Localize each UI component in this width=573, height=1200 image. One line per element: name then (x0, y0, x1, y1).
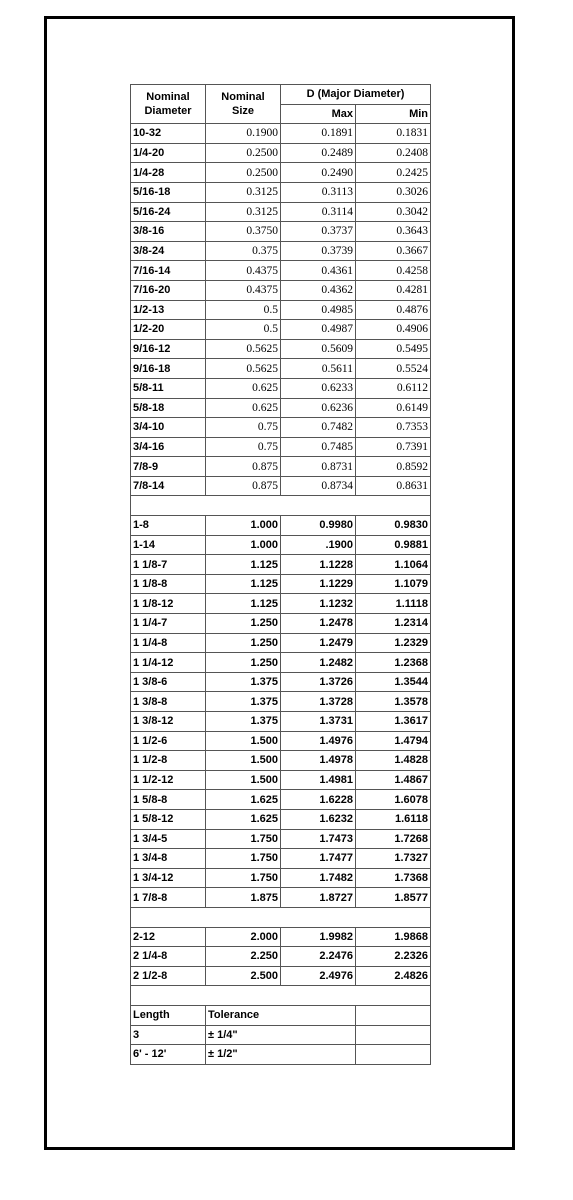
nominal-diameter-cell: 7/16-20 (131, 280, 206, 300)
max-header: Max (281, 104, 356, 124)
max-diameter-cell: 1.2479 (281, 633, 356, 653)
min-diameter-cell: 1.2329 (356, 633, 431, 653)
max-diameter-cell: 0.1891 (281, 124, 356, 144)
nominal-diameter-header (131, 85, 206, 124)
table-row (131, 261, 431, 281)
spacer-row (131, 986, 431, 1006)
nominal-size-cell: 0.4375 (206, 261, 281, 281)
nominal-size-cell: 0.875 (206, 476, 281, 496)
empty-cell (356, 1025, 431, 1045)
nominal-diameter-cell: 1 3/4-8 (131, 849, 206, 869)
nominal-size-cell: 0.75 (206, 437, 281, 457)
min-header: Min (356, 104, 431, 124)
min-diameter-cell: 1.6078 (356, 790, 431, 810)
nominal-size-cell: 1.500 (206, 731, 281, 751)
max-diameter-cell: 1.4976 (281, 731, 356, 751)
nominal-size-cell: 1.000 (206, 535, 281, 555)
table-row (131, 633, 431, 653)
nominal-diameter-cell: 5/16-24 (131, 202, 206, 222)
max-diameter-cell: 1.1229 (281, 574, 356, 594)
max-diameter-cell: 0.7485 (281, 437, 356, 457)
nominal-size-cell: 1.125 (206, 555, 281, 575)
nominal-diameter-cell: 5/8-18 (131, 398, 206, 418)
min-diameter-cell: 0.5524 (356, 359, 431, 379)
nominal-size-cell: 0.375 (206, 241, 281, 261)
min-diameter-cell: 0.7353 (356, 418, 431, 438)
nominal-size-cell: 0.625 (206, 378, 281, 398)
nominal-diameter-cell: 1-14 (131, 535, 206, 555)
table-row (131, 457, 431, 477)
tolerance-row (131, 1045, 431, 1065)
nominal-size-cell: 0.5625 (206, 359, 281, 379)
max-diameter-cell: 0.4361 (281, 261, 356, 281)
max-diameter-cell: 2.4976 (281, 966, 356, 986)
nominal-size-cell: 1.250 (206, 633, 281, 653)
length-cell: 3 (131, 1025, 206, 1045)
max-diameter-cell: 0.8734 (281, 476, 356, 496)
min-diameter-cell: 1.2314 (356, 614, 431, 634)
table-row (131, 770, 431, 790)
tolerance-header-row (131, 1005, 431, 1025)
nominal-diameter-cell: 5/16-18 (131, 182, 206, 202)
empty-cell (356, 1045, 431, 1065)
nominal-size-cell: 1.375 (206, 692, 281, 712)
max-diameter-cell: .1900 (281, 535, 356, 555)
nominal-diameter-cell: 1 3/4-12 (131, 868, 206, 888)
table-row (131, 516, 431, 536)
nominal-size-cell: 0.625 (206, 398, 281, 418)
nominal-size-cell: 1.375 (206, 712, 281, 732)
nominal-size-cell: 1.750 (206, 829, 281, 849)
min-diameter-cell: 2.4826 (356, 966, 431, 986)
table-body (131, 85, 431, 1065)
table-row (131, 947, 431, 967)
min-diameter-cell: 0.3667 (356, 241, 431, 261)
max-diameter-cell: 1.3726 (281, 672, 356, 692)
nominal-size-cell: 2.000 (206, 927, 281, 947)
spacer-row (131, 496, 431, 516)
table-row (131, 241, 431, 261)
min-diameter-cell: 1.8577 (356, 888, 431, 908)
min-diameter-cell: 0.4876 (356, 300, 431, 320)
min-diameter-cell: 0.4906 (356, 320, 431, 340)
nominal-diameter-cell: 1 1/4-8 (131, 633, 206, 653)
nominal-size-header-line1: Nominal (221, 91, 265, 104)
max-diameter-cell: 0.6233 (281, 378, 356, 398)
table-row (131, 712, 431, 732)
max-diameter-cell: 0.4362 (281, 280, 356, 300)
table-row (131, 731, 431, 751)
min-diameter-cell: 1.7368 (356, 868, 431, 888)
nominal-size-cell: 0.5625 (206, 339, 281, 359)
table-row (131, 614, 431, 634)
table-row (131, 594, 431, 614)
table-row (131, 751, 431, 771)
length-header: Length (131, 1005, 206, 1025)
min-diameter-cell: 0.6149 (356, 398, 431, 418)
table-row (131, 535, 431, 555)
max-diameter-cell: 0.7482 (281, 418, 356, 438)
nominal-diameter-cell: 7/8-9 (131, 457, 206, 477)
nominal-diameter-cell: 3/4-10 (131, 418, 206, 438)
min-diameter-cell: 1.3617 (356, 712, 431, 732)
major-diameter-header: D (Major Diameter) (281, 85, 431, 105)
max-diameter-cell: 1.1232 (281, 594, 356, 614)
nominal-diameter-cell: 1 3/8-8 (131, 692, 206, 712)
max-diameter-cell: 1.3728 (281, 692, 356, 712)
min-diameter-cell: 1.4828 (356, 751, 431, 771)
spacer-cell (131, 986, 431, 1006)
nominal-diameter-cell: 5/8-11 (131, 378, 206, 398)
nominal-size-cell: 2.250 (206, 947, 281, 967)
nominal-diameter-cell: 1 3/8-6 (131, 672, 206, 692)
nominal-diameter-cell: 1 3/4-5 (131, 829, 206, 849)
table-row (131, 574, 431, 594)
header-row-1 (131, 85, 431, 105)
nominal-size-cell: 1.625 (206, 809, 281, 829)
min-diameter-cell: 0.9881 (356, 535, 431, 555)
nominal-diameter-cell: 1/4-20 (131, 143, 206, 163)
min-diameter-cell: 1.4794 (356, 731, 431, 751)
max-diameter-cell: 1.6228 (281, 790, 356, 810)
max-diameter-cell: 0.2489 (281, 143, 356, 163)
table-row (131, 555, 431, 575)
nominal-diameter-cell: 7/16-14 (131, 261, 206, 281)
max-diameter-cell: 1.7473 (281, 829, 356, 849)
spacer-row (131, 907, 431, 927)
empty-cell (356, 1005, 431, 1025)
nominal-size-cell: 1.125 (206, 594, 281, 614)
max-diameter-cell: 0.4985 (281, 300, 356, 320)
table-row (131, 437, 431, 457)
nominal-diameter-cell: 1 5/8-12 (131, 809, 206, 829)
min-diameter-cell: 0.4281 (356, 280, 431, 300)
table-row (131, 320, 431, 340)
min-diameter-cell: 1.3544 (356, 672, 431, 692)
table-row (131, 143, 431, 163)
nominal-diameter-cell: 1/2-20 (131, 320, 206, 340)
min-diameter-cell: 0.9830 (356, 516, 431, 536)
nominal-diameter-cell: 1 1/8-7 (131, 555, 206, 575)
max-diameter-cell: 0.3737 (281, 222, 356, 242)
nominal-size-cell: 1.375 (206, 672, 281, 692)
nominal-diameter-cell: 1 1/2-12 (131, 770, 206, 790)
nominal-diameter-cell: 10-32 (131, 124, 206, 144)
max-diameter-cell: 1.2478 (281, 614, 356, 634)
nominal-diameter-cell: 1/4-28 (131, 163, 206, 183)
table-row (131, 829, 431, 849)
min-diameter-cell: 0.6112 (356, 378, 431, 398)
nominal-size-cell: 1.250 (206, 653, 281, 673)
nominal-size-cell: 0.5 (206, 320, 281, 340)
nominal-size-cell: 2.500 (206, 966, 281, 986)
table-row (131, 124, 431, 144)
table-row (131, 927, 431, 947)
max-diameter-cell: 0.9980 (281, 516, 356, 536)
table-row (131, 280, 431, 300)
max-diameter-cell: 1.6232 (281, 809, 356, 829)
max-diameter-cell: 1.7482 (281, 868, 356, 888)
nominal-diameter-cell: 1 7/8-8 (131, 888, 206, 908)
min-diameter-cell: 0.8592 (356, 457, 431, 477)
nominal-size-cell: 1.500 (206, 770, 281, 790)
max-diameter-cell: 0.5611 (281, 359, 356, 379)
nominal-size-cell: 1.500 (206, 751, 281, 771)
nominal-diameter-cell: 3/8-16 (131, 222, 206, 242)
nominal-diameter-cell: 9/16-12 (131, 339, 206, 359)
nominal-diameter-cell: 1 1/2-8 (131, 751, 206, 771)
table-row (131, 339, 431, 359)
max-diameter-cell: 1.8727 (281, 888, 356, 908)
max-diameter-cell: 0.3113 (281, 182, 356, 202)
min-diameter-cell: 0.7391 (356, 437, 431, 457)
nominal-diameter-cell: 2-12 (131, 927, 206, 947)
max-diameter-cell: 0.6236 (281, 398, 356, 418)
table-row (131, 653, 431, 673)
max-diameter-cell: 0.5609 (281, 339, 356, 359)
nominal-size-header-line2: Size (231, 105, 254, 118)
nominal-size-cell: 0.2500 (206, 163, 281, 183)
nominal-size-cell: 0.875 (206, 457, 281, 477)
thread-diameter-table (130, 84, 431, 1065)
table-row (131, 809, 431, 829)
min-diameter-cell: 0.2425 (356, 163, 431, 183)
max-diameter-cell: 1.9982 (281, 927, 356, 947)
min-diameter-cell: 0.3042 (356, 202, 431, 222)
tolerance-cell: ± 1/4" (206, 1025, 356, 1045)
table-row (131, 692, 431, 712)
max-diameter-cell: 0.3739 (281, 241, 356, 261)
table-row (131, 202, 431, 222)
table-row (131, 182, 431, 202)
table-row (131, 966, 431, 986)
nominal-diameter-cell: 1 1/2-6 (131, 731, 206, 751)
min-diameter-cell: 1.1064 (356, 555, 431, 575)
nominal-size-cell: 0.4375 (206, 280, 281, 300)
table-row (131, 300, 431, 320)
nominal-size-cell: 1.250 (206, 614, 281, 634)
nominal-size-cell: 1.625 (206, 790, 281, 810)
min-diameter-cell: 0.8631 (356, 476, 431, 496)
nominal-diameter-cell: 1 5/8-8 (131, 790, 206, 810)
min-diameter-cell: 0.3026 (356, 182, 431, 202)
table-row (131, 790, 431, 810)
nominal-size-cell: 0.75 (206, 418, 281, 438)
nominal-diameter-cell: 1-8 (131, 516, 206, 536)
spacer-cell (131, 907, 431, 927)
nominal-diameter-cell: 2 1/2-8 (131, 966, 206, 986)
nominal-size-cell: 1.875 (206, 888, 281, 908)
min-diameter-cell: 0.1831 (356, 124, 431, 144)
table-row (131, 888, 431, 908)
nominal-size-cell: 0.3750 (206, 222, 281, 242)
table-row (131, 849, 431, 869)
spacer-cell (131, 496, 431, 516)
min-diameter-cell: 0.5495 (356, 339, 431, 359)
max-diameter-cell: 0.3114 (281, 202, 356, 222)
nominal-size-cell: 0.3125 (206, 182, 281, 202)
min-diameter-cell: 1.2368 (356, 653, 431, 673)
min-diameter-cell: 0.3643 (356, 222, 431, 242)
table-row (131, 163, 431, 183)
min-diameter-cell: 1.6118 (356, 809, 431, 829)
max-diameter-cell: 1.4981 (281, 770, 356, 790)
max-diameter-cell: 1.2482 (281, 653, 356, 673)
length-cell: 6' - 12' (131, 1045, 206, 1065)
nominal-diameter-cell: 1 1/8-12 (131, 594, 206, 614)
min-diameter-cell: 2.2326 (356, 947, 431, 967)
nominal-size-cell: 0.1900 (206, 124, 281, 144)
nominal-diameter-cell: 1 1/8-8 (131, 574, 206, 594)
nominal-size-header (206, 85, 281, 124)
min-diameter-cell: 1.9868 (356, 927, 431, 947)
nominal-diameter-cell: 7/8-14 (131, 476, 206, 496)
table-row (131, 476, 431, 496)
nominal-diameter-cell: 1/2-13 (131, 300, 206, 320)
table-row (131, 378, 431, 398)
table-row (131, 398, 431, 418)
table-row (131, 868, 431, 888)
nominal-diameter-cell: 3/4-16 (131, 437, 206, 457)
max-diameter-cell: 0.2490 (281, 163, 356, 183)
min-diameter-cell: 1.4867 (356, 770, 431, 790)
max-diameter-cell: 1.4978 (281, 751, 356, 771)
nominal-size-cell: 0.5 (206, 300, 281, 320)
nominal-size-cell: 0.2500 (206, 143, 281, 163)
min-diameter-cell: 1.1079 (356, 574, 431, 594)
nominal-size-cell: 1.000 (206, 516, 281, 536)
min-diameter-cell: 1.1118 (356, 594, 431, 614)
nominal-diameter-cell: 9/16-18 (131, 359, 206, 379)
table-row (131, 359, 431, 379)
min-diameter-cell: 0.2408 (356, 143, 431, 163)
nominal-size-cell: 0.3125 (206, 202, 281, 222)
nominal-diameter-header-line2: Diameter (144, 105, 192, 118)
nominal-diameter-cell: 1 1/4-7 (131, 614, 206, 634)
nominal-size-cell: 1.750 (206, 849, 281, 869)
min-diameter-cell: 0.4258 (356, 261, 431, 281)
nominal-diameter-cell: 2 1/4-8 (131, 947, 206, 967)
nominal-size-cell: 1.125 (206, 574, 281, 594)
max-diameter-cell: 1.1228 (281, 555, 356, 575)
tolerance-header: Tolerance (206, 1005, 356, 1025)
tolerance-row (131, 1025, 431, 1045)
max-diameter-cell: 1.3731 (281, 712, 356, 732)
nominal-size-cell: 1.750 (206, 868, 281, 888)
nominal-diameter-cell: 1 1/4-12 (131, 653, 206, 673)
min-diameter-cell: 1.7327 (356, 849, 431, 869)
table-row (131, 672, 431, 692)
nominal-diameter-header-line1: Nominal (146, 91, 190, 104)
nominal-diameter-cell: 1 3/8-12 (131, 712, 206, 732)
max-diameter-cell: 0.8731 (281, 457, 356, 477)
table-row (131, 222, 431, 242)
min-diameter-cell: 1.7268 (356, 829, 431, 849)
nominal-diameter-cell: 3/8-24 (131, 241, 206, 261)
max-diameter-cell: 2.2476 (281, 947, 356, 967)
max-diameter-cell: 0.4987 (281, 320, 356, 340)
tolerance-cell: ± 1/2" (206, 1045, 356, 1065)
min-diameter-cell: 1.3578 (356, 692, 431, 712)
table-row (131, 418, 431, 438)
max-diameter-cell: 1.7477 (281, 849, 356, 869)
